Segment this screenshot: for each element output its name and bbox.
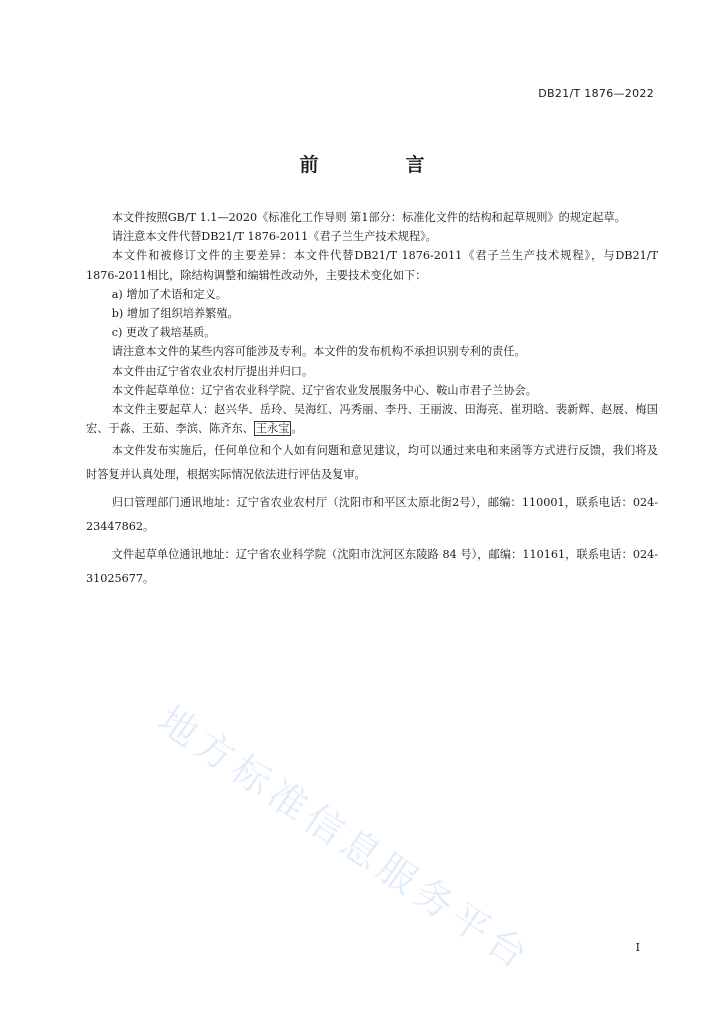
standard-code: DB21/T 1876—2022: [538, 87, 654, 100]
page-number: I: [635, 941, 640, 954]
document-body: [86, 208, 658, 591]
list-item-a: a) 增加了术语和定义。: [111, 287, 228, 301]
list-item-b: b) 增加了组织培养繁殖。: [111, 307, 239, 321]
paragraph-differences: 本文件和被修订文件的主要差异：本文件代替DB21/T 1876-2011《君子兰生产技术规程》，与DB21/T 1876-2011相比，除结构调整和编辑性改动外，主要技术变化如下：: [86, 249, 658, 282]
paragraph-admin-address: 归口管理部门通讯地址：辽宁省农业农村厅（沈阳市和平区太原北街2号），邮编：110001，联系电话：024-23447862。: [86, 496, 658, 534]
boxed-drafter-name: 王永宝: [255, 422, 290, 436]
list-item-c: c) 更改了栽培基质。: [111, 326, 216, 340]
drafters-end: 。: [291, 422, 303, 436]
paragraph-drafters: [86, 400, 658, 438]
paragraph-standard-basis: 本文件按照GB/T 1.1—2020《标准化工作导则 第1部分：标准化文件的结构和起草规则》的规定起草。: [111, 211, 626, 224]
page-title: 前 言: [299, 154, 459, 176]
paragraph-drafter-address: 文件起草单位通讯地址：辽宁省农业科学院（沈阳市沈河区东陵路 84 号），邮编：110161，联系电话：024-31025677。: [86, 548, 658, 586]
paragraph-proposer: 本文件由辽宁省农业农村厅提出并归口。: [111, 364, 314, 378]
drafters-list: 本文件主要起草人：赵兴华、岳玲、吴海红、冯秀丽、李丹、王丽波、田海亮、崔玥晗、裴新辉、赵展、梅国宏、于淼、王茹、李滨、陈齐东、: [86, 403, 658, 436]
paragraph-patent-note: 请注意本文件的某些内容可能涉及专利。本文件的发布机构不承担识别专利的责任。: [111, 345, 526, 359]
paragraph-feedback: 本文件发布实施后，任何单位和个人如有问题和意见建议，均可以通过来电和来函等方式进行反馈，我们将及时答复并认真处理，根据实际情况依法进行评估及复审。: [86, 444, 658, 482]
watermark: 地方标准信息服务平台: [150, 697, 540, 980]
paragraph-drafting-units: 本文件起草单位：辽宁省农业科学院、辽宁省农业发展服务中心、鞍山市君子兰协会。: [111, 383, 537, 397]
paragraph-replacement-note: 请注意本文件代替DB21/T 1876-2011《君子兰生产技术规程》。: [111, 230, 437, 244]
